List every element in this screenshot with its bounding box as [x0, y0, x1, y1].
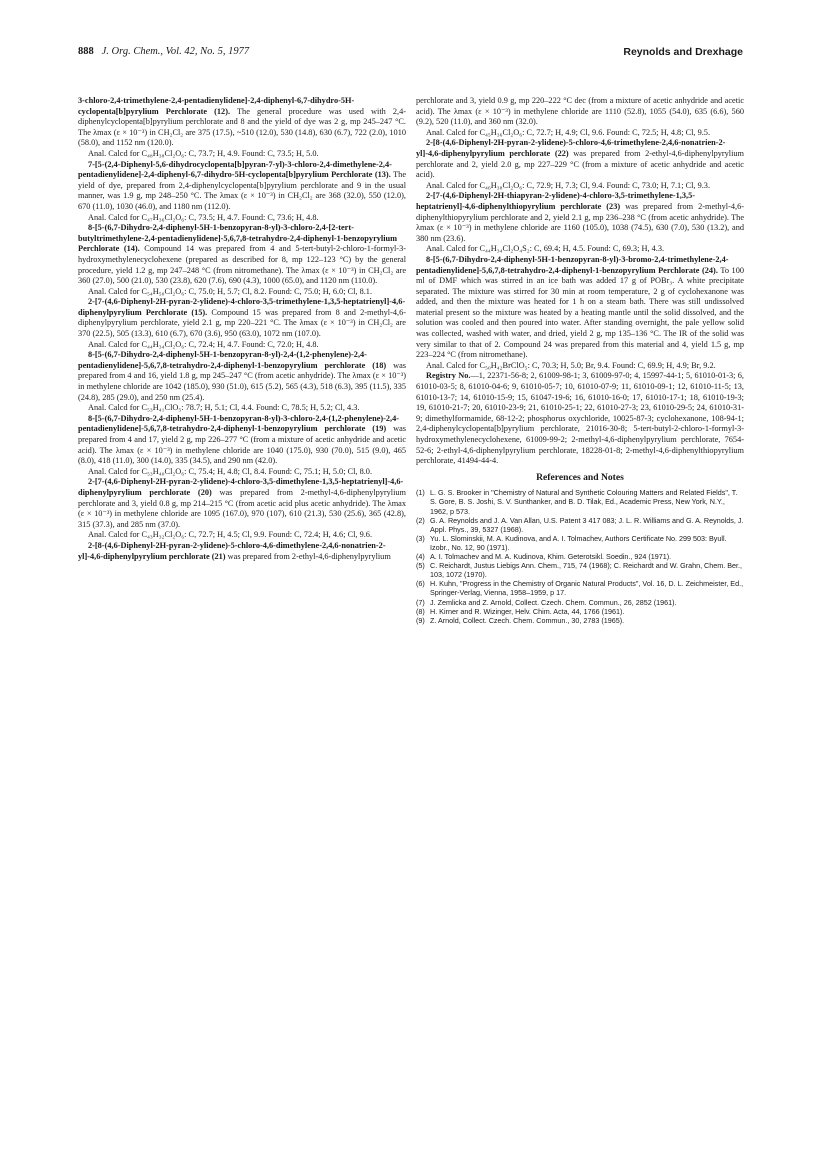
references-list — [416, 488, 744, 624]
paragraph-text: Anal. Calcd for C₄₅H₃₆Cl₂O₆: C, 72.7; H, 4.9; Cl, 9.6. Found: C, 72.5; H, 4.8; Cl, 9.5. — [426, 127, 711, 137]
compound-heading: 2-[7-(4,6-Diphenyl-2H-thiapyran-2-ylidene)-4-chloro-3,5-trimethylene-1,3,5-heptatrienyl]-4,6-diphenylthiopyrylium perchlorate (23) — [416, 191, 695, 211]
paragraph-text: Anal. Calcd for C₄₄H₃₄Cl₂O₆: C, 72.4; H, 4.7. Found: C, 72.0; H, 4.8. — [88, 339, 319, 349]
paragraph — [78, 340, 406, 351]
reference-text: Z. Arnold, Collect. Czech. Chem. Commun., 30, 2783 (1965). — [430, 615, 625, 625]
reference-text: L. G. S. Brooker in "Chemistry of Natural and Synthetic Colouring Matters and Related Fields", T. S. Gore, B. S. Joshi, S. V. Sunthanker, and B. D. Tilak, Ed., Academic Press, New York, N.Y., 1962, p 573. — [430, 488, 738, 516]
paragraph — [78, 414, 406, 467]
reference-number: (2) — [416, 515, 425, 525]
paragraph-text: Anal. Calcd for C₅₄H₅₀Cl₂O₆: C, 75.0; H, 5.7; Cl, 8.2. Found: C, 75.0; H, 6.0; Cl, 8.1. — [88, 286, 373, 296]
paragraph — [78, 530, 406, 541]
reference-number: (9) — [416, 615, 425, 625]
reference-number: (8) — [416, 606, 425, 616]
paragraph-text: perchlorate and 3, yield 0.9 g, mp 220–222 °C dec (from a mixture of acetic anhydride and acetic acid). The λmax (ε × 10⁻³) in methylene chloride are 1110 (52.8), 1055 (54.0), 635 (6.6), 560 (9.2), 520 (11.0), and 360 nm (32.0). — [416, 96, 744, 127]
paragraph — [78, 223, 406, 287]
paragraph-text: was prepared from 2-ethyl-4,6-diphenylpyrylium — [225, 551, 391, 561]
reference-text: A. I. Tolmachev and M. A. Kudinova, Khim. Geterotsikl. Soedin., 924 (1971). — [430, 552, 672, 562]
compound-heading: 8-[5-(6,7-Dihydro-2,4-diphenyl-5H-1-benzopyran-8-yl)-3-bromo-2,4-trimethylene-2,4-pentadienylidene]-5,6,7,8-tetrahydro-2,4-diphenyl-1-benzopyrylium Perchlorate (24). — [416, 254, 729, 275]
paragraph — [416, 361, 744, 372]
compound-heading: 7-[5-(2,4-Diphenyl-5,6-dihydrocyclopenta[b]pyran-7-yl)-3-chloro-2,4-dimethylene-2,4-pentadienylidene]-2,4-diphenyl-6,7-dihydro-5H-cyclopenta[b]pyrylium Perchlorate (13). — [78, 159, 392, 180]
page-number: 888 — [78, 46, 94, 57]
paragraph — [78, 287, 406, 298]
paragraph-text: Anal. Calcd for C₄₃H₃₂Cl₂O₆: C, 72.7; H, 4.5; Cl, 9.9. Found: C, 72.4; H, 4.6; Cl, 9.6. — [88, 530, 373, 540]
paragraph — [78, 477, 406, 530]
reference-item — [416, 488, 744, 515]
paragraph — [416, 371, 744, 466]
compound-heading: Registry No. — [426, 371, 471, 381]
paragraph-text: was prepared from 2-ethyl-4,6-diphenylpyrylium perchlorate and 2, yield 2.0 g, mp 227–229 °C (from a mixture of acetic anhydride and acetic acid). — [416, 148, 745, 180]
compound-heading: 8-[5-(6,7-Dihydro-2,4-diphenyl-5H-1-benzopyran-8-yl)-2,4-(1,2-phenylene)-2,4-pentadienylidene]-5,6,7,8-tetrahydro-2,4-diphenyl-1-benzopyrylium perchlorate (18) — [78, 350, 387, 370]
reference-text: J. Zemlicka and Z. Arnold, Collect. Czech. Chem. Commun., 26, 2852 (1961). — [430, 597, 677, 607]
paragraph-text: Anal. Calcd for C₄₈H₃₈Cl₂O₆: C, 73.7; H, 4.9. Found: C, 73.5; H, 5.0. — [88, 148, 319, 158]
reference-number: (4) — [416, 552, 425, 562]
paragraph — [416, 138, 744, 180]
right-column — [416, 96, 744, 625]
paragraph — [78, 213, 406, 224]
paragraph-text: Anal. Calcd for C₄₆H₃₈Cl₂O₆: C, 72.9; H, 7.3; Cl, 9.4. Found: C, 73.0; H, 7.1; Cl, 9.3. — [426, 180, 711, 190]
compound-heading: 2-[8-(4,6-Diphenyl-2H-pyran-2-ylidene)-5-chloro-4,6-trimethylene-2,4,6-nonatrien-2-yl]-4,6-diphenylpyrylium perchlorate (22) — [416, 138, 726, 158]
paragraph-text: was prepared from 2-methyl-4,6-diphenylpyrylium perchlorate and 3, yield 0.8 g, mp 214–215 °C (from acetic acid plus acetic anhydride). The λmax (ε × 10⁻³) in methylene chloride are 1095 (167.0), 970 (107), 610 (21.3), 530 (25.6), 365 (42.8), 315 (37.3), and 285 nm (37.0). — [78, 487, 406, 529]
paragraph-text: Anal. Calcd for C₄₇H₃₆Cl₂O₆: C, 73.5; H, 4.7. Found: C, 73.6; H, 4.8. — [88, 212, 319, 222]
paragraph-text: To 100 ml of DMF which was stirred in an ice bath was added 17 g of POBr₃. A white precipitate separated. The mixture was stirred for 30 min at room temperature, 2 g of cyclohexanone was added, and then the mixture was heated for 1 h on a steam bath. There was still undissolved material present so the mixture was heated by a heating mantle until the solid dissolved, and the solution was cooled and then poured into water. After standing overnight, the pale yellow solid was collected, washed with water, and dried, yield 2 g, mp 135–136 °C. The IR of the solid was very similar to that of 2. Compound 24 was prepared from this material and 4, yield 1.5 g, mp 223–224 °C (from nitromethane). — [416, 265, 744, 360]
compound-heading: 2-[7-(4,6-Diphenyl-2H-pyran-2-ylidene)-4-chloro-3,5-dimethylene-1,3,5-heptatrienyl]-4,6-diphenylpyrylium perchlorate (20) — [78, 477, 404, 497]
reference-text: H. Kirner and R. Wizinger, Helv. Chim. Acta, 44, 1766 (1961). — [430, 606, 625, 616]
reference-item — [416, 616, 744, 625]
reference-number: (7) — [416, 597, 425, 607]
running-head-authors: Reynolds and Drexhage — [623, 46, 743, 58]
paragraph-text: Anal. Calcd for C₅₃H₄₀Cl₂O₆: C, 75.4; H, 4.8; Cl, 8.4. Found: C, 75.1; H, 5.0; Cl, 8.0. — [88, 466, 373, 476]
left-column — [78, 96, 406, 562]
page-header — [78, 46, 743, 62]
paragraph — [416, 96, 744, 128]
references-title: References and Notes — [536, 471, 624, 483]
paragraph — [78, 149, 406, 160]
paragraph — [416, 255, 744, 361]
compound-heading: 8-[5-(6,7-Dihydro-2,4-diphenyl-5H-1-benzopyran-8-yl)-3-chloro-2,4-[2-tert-butyltrimethylene-2,4-pentadienylidene]-5,6,7,8-tetrahydro-2,4-diphenyl-1-benzopyrylium Perchlorate (14). — [78, 223, 398, 254]
paragraph — [416, 181, 744, 192]
paragraph — [78, 297, 406, 339]
reference-text: Yu. L. Slominskii, M. A. Kudinova, and A. I. Tolmachev, Authors Certificate No. 299 503: Byull. Izobr., No. 12, 90 (1971). — [430, 533, 727, 552]
reference-item — [416, 561, 744, 579]
paragraph-text: The general procedure was used with 2,4-diphenylcyclopenta[b]pyrylium perchlorate and 8 and the yield of dye was 2 g, mp 245–247 °C. The λmax (ε × 10⁻³) in CH₂Cl₂ are 375 (17.5), ~510 (12.0), 530 (14.8), 630 (6.7), 722 (2.0), 1010 (58.0), and 1152 nm (120.0). — [78, 106, 406, 148]
paragraph — [78, 467, 406, 478]
journal-citation: J. Org. Chem., Vol. 42, No. 5, 1977 — [101, 46, 250, 57]
paragraph — [78, 403, 406, 414]
reference-number: (3) — [416, 533, 425, 543]
compound-heading: 8-[5-(6,7-Dihydro-2,4-diphenyl-5H-1-benzopyran-8-yl)-3-chloro-2,4-(1,2-phenylene)-2,4-pentadienylidene]-5,6,7,8-tetrahydro-2,4-diphenyl-1-benzopyrylium perchlorate (19) — [78, 413, 400, 434]
reference-item — [416, 579, 744, 597]
paragraph-text: Anal. Calcd for C₅₀H₄₂BrClO₅: C, 70.3; H, 5.0; Br, 9.4. Found: C, 69.9; H, 4.9; Br, 9.2. — [426, 360, 716, 370]
header-citation — [78, 46, 249, 57]
paragraph-text: Anal. Calcd for C₅₃H₄₁ClO₅: 78.7; H, 5.1; Cl, 4.4. Found: C, 78.5; H, 5.2; Cl, 4.3. — [88, 403, 360, 413]
paragraph — [78, 350, 406, 403]
paragraph — [416, 244, 744, 255]
paragraph-text: Compound 14 was prepared from 4 and 5-tert-butyl-2-chloro-1-formyl-3-hydroxymethylenecyclohexene (prepared as described for 8, mp 122–123 °C) by the general procedure, yield 1.2 g, mp 247–248 °C (from nitromethane). The λmax (ε × 10⁻³) in CH₂Cl₂ are 360 (27.0), 500 (21.0), 530 (23.8), 620 (7.6), 690 (4.3), 1000 (65.0), and 1120 nm (110.0). — [78, 244, 406, 286]
reference-text: H. Kuhn, "Progress in the Chemistry of Organic Natural Products", Vol. 16, D. L. Zeichmeister, Ed., Springer-Verlag, Vienna, 1958–1959, p 17. — [430, 579, 744, 598]
paragraph-text: was prepared from 4 and 17, yield 2 g, mp 226–277 °C (from a mixture of acetic anhydride and acetic acid). The λmax (ε × 10⁻³) in methylene chloride are 1040 (175.0), 930 (70.0), 515 (9.0), 465 (8.0), 418 (11.0), 300 (14.0), 335 (34.5), and 290 nm (42.0). — [78, 424, 406, 466]
reference-item — [416, 534, 744, 552]
paragraph-text: was prepared from 4 and 16, yield 1.8 g, mp 245–247 °C (from acetic anhydride). The λmax (ε × 10⁻³) in methylene chloride are 1042 (185.0), 930 (51.0), 615 (5.2), 565 (4.3), 518 (6.3), 395 (11.5), 335 (24.8), 285 (29.0), and 250 nm (25.4). — [78, 360, 406, 402]
paragraph-text: Anal. Calcd for C₄₄H₃₄Cl₂O₄S₂: C, 69.4; H, 4.5. Found: C, 69.3; H, 4.3. — [426, 244, 665, 254]
paragraph-text: —1, 22371-56-8; 2, 61009-98-1; 3, 61009-97-0; 4, 15997-44-1; 5, 61010-01-3; 6, 61010-03-5; 8, 61010-04-6; 9, 61010-05-7; 10, 61010-07-9; 11, 61010-09-1; 12, 61010-11-5; 13, 61010-13-7; 14, 61010-15-9; 15, 61047-19-6; 16, 61010-16-0; 17, 61010-17-1; 18, 61010-19-3; 19, 61010-21-7; 20, 61010-23-9; 21, 61010-25-1; 22, 61010-27-3; 23, 61010-29-5; 24, 61010-31-9; dimethylformamide, 68-12-2; phosphorus oxychloride, 10025-87-3; cyclohexanone, 108-94-1; 2,4-diphenylcyclopenta[b]pyrylium perchlorate, 21016-30-8; 5-tert-butyl-2-chloro-1-formyl-3-hydroxymethylenecyclohexene, 61009-99-2; 2-methyl-4,6-diphenylpyrylium perchlorate, 7654-52-6; 2-ethyl-4,6-diphenylpyrylium perchlorate, 18228-01-8; 2-methyl-4,6-diphenylthiopyrylium perchlorate, 41494-44-4. — [416, 371, 744, 466]
reference-number: (5) — [416, 561, 425, 571]
paragraph — [416, 128, 744, 139]
reference-item — [416, 598, 744, 607]
paragraph-text: The yield of dye, prepared from 2,4-diphenylcyclopenta[b]pyrylium perchlorate and 9 in the usual manner, was 1.9 g, mp 248–250 °C. The λmax (ε × 10⁻³) in CH₂Cl₂ are 368 (32.0), 550 (12.0), 670 (11.0), 1030 (46.0), and 1180 nm (112.0). — [78, 170, 407, 211]
paragraph — [78, 541, 406, 562]
compound-heading: 2-[8-(4,6-Diphenyl-2H-pyran-2-ylidene)-5-chloro-4,6-dimethylene-2,4,6-nonatrien-2-yl]-4,6-diphenylpyrylium perchlorate (21) — [78, 540, 386, 561]
reference-item — [416, 516, 744, 534]
reference-text: G. A. Reynolds and J. A. Van Allan, U.S. Patent 3 417 083; J. L. R. Williams and G. A. Reynolds, J. Appl. Phys., 39, 5327 (1968). — [430, 515, 744, 534]
reference-item — [416, 552, 744, 561]
paragraph-text: Compound 15 was prepared from 8 and 2-methyl-4,6-diphenylpyrylium perchlorate, yield 2.1 g, mp 220–221 °C. The λmax (ε × 10⁻³) in CH₂Cl₂ are 370 (22.5), 505 (13.3), 610 (6.7), 670 (3.6), 950 (63.0), 1072 nm (107.0). — [78, 307, 406, 339]
paragraph-text: was prepared from 2-methyl-4,6-diphenylthiopyrylium perchlorate and 2, yield 2.1 g, mp 236–238 °C (from acetic anhydride). The λmax (ε × 10⁻³) in methylene chloride are 1160 (105.0), 1038 (74.5), 630 (7.0), 530 (13.2), and 380 nm (23.6). — [416, 201, 744, 243]
paragraph — [416, 191, 744, 244]
right-column-body — [416, 96, 744, 467]
reference-text: C. Reichardt, Justus Liebigs Ann. Chem., 715, 74 (1968); C. Reichardt and W. Grahn, Chem. Ber., 103, 1072 (1970). — [430, 561, 743, 580]
reference-number: (6) — [416, 579, 425, 589]
compound-heading: 3-chloro-2,4-trimethylene-2,4-pentadienylidene]-2,4-diphenyl-6,7-dihydro-5H-cyclopenta[b]pyrylium Perchlorate (12). — [78, 96, 355, 116]
reference-item — [416, 607, 744, 616]
compound-heading: 2-[7-(4,6-Diphenyl-2H-pyran-2-ylidene)-4-chloro-3,5-trimethylene-1,3,5-heptatrienyl]-4,6-diphenylpyrylium Perchlorate (15). — [78, 297, 406, 317]
paragraph — [78, 160, 406, 213]
reference-number: (1) — [416, 488, 425, 498]
paragraph — [78, 96, 406, 149]
